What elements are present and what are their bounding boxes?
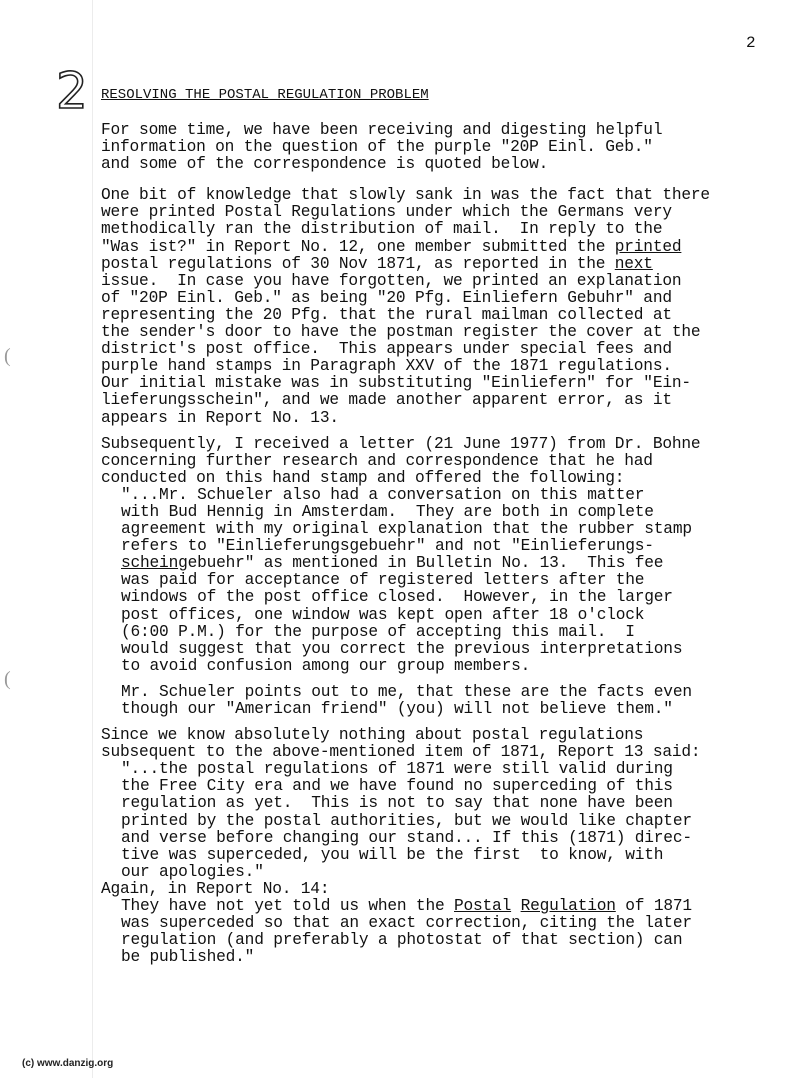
quote-line [101,898,771,915]
text-line: Since we know absolutely nothing about postal regulations [101,726,644,745]
quote-line: agreement with my original explanation that the rubber stamp [121,520,692,539]
quote-line: with Bud Hennig in Amsterdam. They are both in complete [121,502,654,521]
quote-line: (6:00 P.M.) for the purpose of accepting this mail. I [121,622,635,641]
text-line: purple hand stamps in Paragraph XXV of the 1871 regulations. [101,357,672,376]
section-title: RESOLVING THE POSTAL REGULATION PROBLEM [101,87,429,103]
text-segment: gebuehr" as mentioned in Bulletin No. 13. This fee [178,554,664,573]
text-line: information on the question of the purple "20P Einl. Geb." [101,138,653,157]
underlined-word: Regulation [520,897,616,916]
text-line: Again, in Report No. 14: [101,879,330,898]
text-line: Subsequently, I received a letter (21 June 1977) from Dr. Bohne [101,434,701,453]
text-segment: postal regulations of 30 Nov 1871, as reported in the [101,254,615,273]
quote-line: the Free City era and we have found no superceding of this [121,777,673,796]
underlined-word: next [614,254,653,273]
quote-line: "...the postal regulations of 1871 were still valid during [121,760,673,779]
quote-line: to avoid confusion among our group members. [121,656,531,675]
quote-line: regulation (and preferably a photostat of that section) can [121,931,683,950]
paragraph-bohne-letter [101,436,771,675]
quote-line: though our "American friend" (you) will not believe them." [121,700,673,718]
quote-line: was paid for acceptance of registered letters after the [121,571,645,590]
text-segment: They have not yet told us when the [121,897,454,916]
quote-line: windows of the post office closed. However, in the larger [121,588,673,607]
text-line: Our initial mistake was in substituting "Einliefern" for "Ein- [101,374,691,393]
text-line: were printed Postal Regulations under which the Germans very [101,203,672,222]
margin-bracket-mark: ( [4,668,11,690]
text-line: methodically ran the distribution of mail. In reply to the [101,220,663,239]
quote-line: "...Mr. Schueler also had a conversation on this matter [121,485,645,504]
quote-line: would suggest that you correct the previous interpretations [121,639,683,658]
fold-line [92,0,93,1078]
quote-line: refers to "Einlieferungsgebuehr" and not "Einlieferungs- [121,537,654,556]
text-line: One bit of knowledge that slowly sank in was the fact that there [101,186,710,205]
section-number: 2 [56,62,88,120]
article-body [101,122,771,966]
text-line: representing the 20 Pfg. that the rural mailman collected at [101,305,672,324]
text-line: subsequent to the above-mentioned item of 1871, Report 13 said: [101,743,701,762]
quote-line: and verse before changing our stand... If this (1871) direc- [121,828,692,847]
text-line [101,239,771,256]
text-segment: "Was ist?" in Report No. 12, one member submitted the [101,237,615,256]
quote-line: printed by the postal authorities, but we would like chapter [121,811,692,830]
quote-line: be published." [121,948,255,967]
text-line: lieferungsschein", and we made another apparent error, as it [101,391,672,410]
quote-line [101,555,771,572]
text-line: and some of the correspondence is quoted below. [101,155,549,174]
page-number: 2 [746,34,756,52]
quote-line: was superceded so that an exact correction, citing the later [121,914,692,933]
paragraph-report-13 [101,727,771,881]
quote-line: Mr. Schueler points out to me, that these are the facts even [121,682,692,701]
quote-line: regulation as yet. This is not to say that none have been [121,794,673,813]
quote-line: tive was superceded, you will be the first to know, with [121,845,664,864]
paragraph-report-14 [101,881,771,966]
quote-schueler [101,684,771,718]
margin-bracket-mark: ( [4,345,11,367]
copyright-footer: (c) www.danzig.org [22,1058,114,1069]
text-segment: of 1871 [615,897,692,916]
text-line: appears in Report No. 13. [101,408,339,427]
paragraph-gap [101,173,771,187]
text-line: conducted on this hand stamp and offered the following: [101,468,625,487]
text-line [101,256,771,273]
text-line: district's post office. This appears under special fees and [101,340,672,359]
paragraph-regulations [101,187,771,426]
paragraph-intro [101,122,771,173]
text-line: concerning further research and correspondence that he had [101,451,653,470]
underlined-word: printed [614,237,682,256]
underlined-word: schein [121,554,179,573]
text-line: the sender's door to have the postman register the cover at the [101,323,701,342]
text-line: of "20P Einl. Geb." as being "20 Pfg. Einliefern Gebuhr" and [101,288,672,307]
text-line: issue. In case you have forgotten, we printed an explanation [101,271,682,290]
quote-line: post offices, one window was kept open after 18 o'clock [121,605,645,624]
underlined-word: Postal [454,897,512,916]
text-line: For some time, we have been receiving and digesting helpful [101,121,663,139]
quote-line: our apologies." [121,862,264,881]
